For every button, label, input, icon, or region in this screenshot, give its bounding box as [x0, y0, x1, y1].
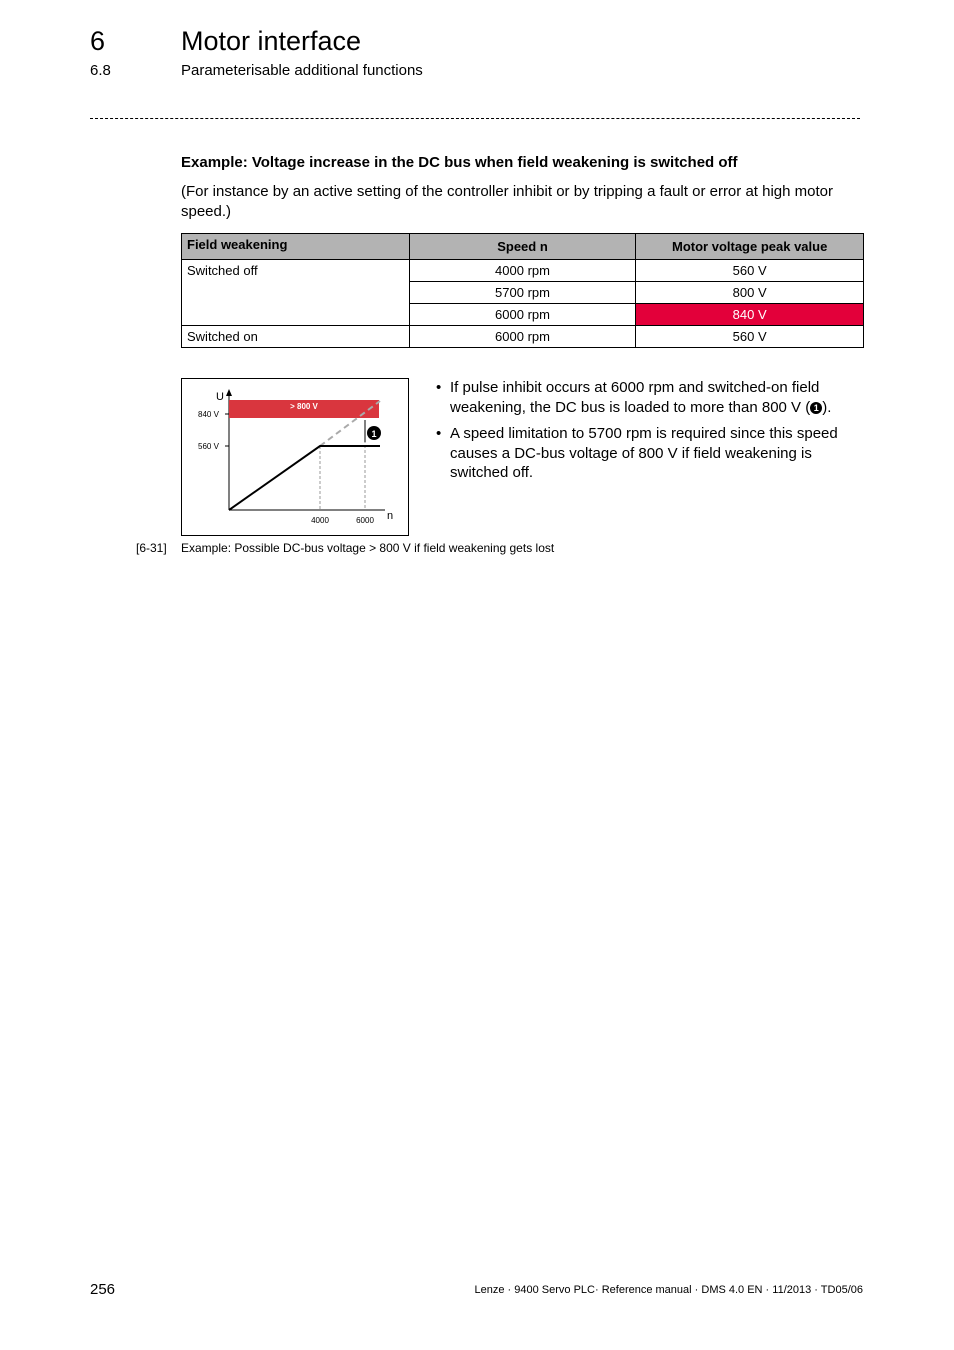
intro-paragraph: (For instance by an active setting of the controller inhibit or by tripping a fault or error at high motor speed.)	[181, 183, 833, 220]
column-header: Speed n	[409, 234, 636, 260]
bullet-text-suffix: ).	[822, 398, 832, 416]
chapter-title: Motor interface	[181, 26, 362, 56]
section-title: Parameterisable additional functions	[181, 62, 423, 79]
y-tick-label: 560 V	[198, 442, 219, 451]
bullet-icon: •	[436, 425, 442, 442]
band-label: > 800 V	[290, 402, 318, 411]
bullet-text: If pulse inhibit occurs at 6000 rpm and switched-on field weakening, the DC bus is loaded to more than 800 V (	[450, 379, 820, 416]
header-divider	[90, 118, 860, 119]
table-cell: Switched on	[182, 326, 410, 348]
table-cell: 800 V	[636, 282, 864, 304]
list-item	[436, 424, 866, 483]
marker-1-label: 1	[371, 429, 377, 439]
table-cell: 560 V	[636, 326, 864, 348]
table-row	[182, 260, 864, 282]
chapter-number: 6	[90, 26, 106, 56]
voltage-curve	[229, 446, 380, 510]
x-tick-label: 4000	[311, 516, 329, 525]
y-axis-arrow-icon	[226, 389, 232, 396]
y-axis-label: U	[216, 391, 224, 403]
table-cell: 6000 rpm	[409, 326, 636, 348]
voltage-table	[181, 233, 864, 348]
example-heading: Example: Voltage increase in the DC bus when field weakening is switched off	[181, 154, 738, 171]
list-item	[436, 378, 866, 417]
highlighted-cell: 840 V	[636, 304, 864, 326]
table-cell: 6000 rpm	[409, 304, 636, 326]
table-cell: 5700 rpm	[409, 282, 636, 304]
x-axis-label: n	[387, 510, 394, 522]
section-number: 6.8	[90, 62, 111, 79]
bullet-list	[436, 378, 866, 490]
voltage-diagram-frame	[181, 378, 409, 536]
bullet-icon: •	[436, 379, 442, 396]
figure-caption: Example: Possible DC-bus voltage > 800 V if field weakening gets lost	[181, 541, 555, 555]
x-tick-label: 6000	[356, 516, 374, 525]
column-header: Motor voltage peak value	[636, 234, 864, 260]
table-header-row	[182, 234, 864, 260]
bullet-text: A speed limitation to 5700 rpm is required since this speed causes a DC-bus voltage of 800 V if field weakening is switched off.	[450, 425, 838, 481]
y-tick-label: 840 V	[198, 410, 219, 419]
table-cell: 560 V	[636, 260, 864, 282]
figure-number: [6-31]	[136, 541, 167, 555]
table-cell: 4000 rpm	[409, 260, 636, 282]
table-cell: Switched off	[182, 260, 410, 326]
voltage-diagram	[182, 379, 408, 535]
page-number: 256	[90, 1281, 116, 1298]
footer-doc-info: Lenze · 9400 Servo PLC· Reference manual · DMS 4.0 EN · 11/2013 · TD05/06	[474, 1284, 863, 1296]
table-row	[182, 326, 864, 348]
marker-1-icon: 1	[810, 402, 822, 414]
column-header: Field weakening	[182, 234, 410, 260]
